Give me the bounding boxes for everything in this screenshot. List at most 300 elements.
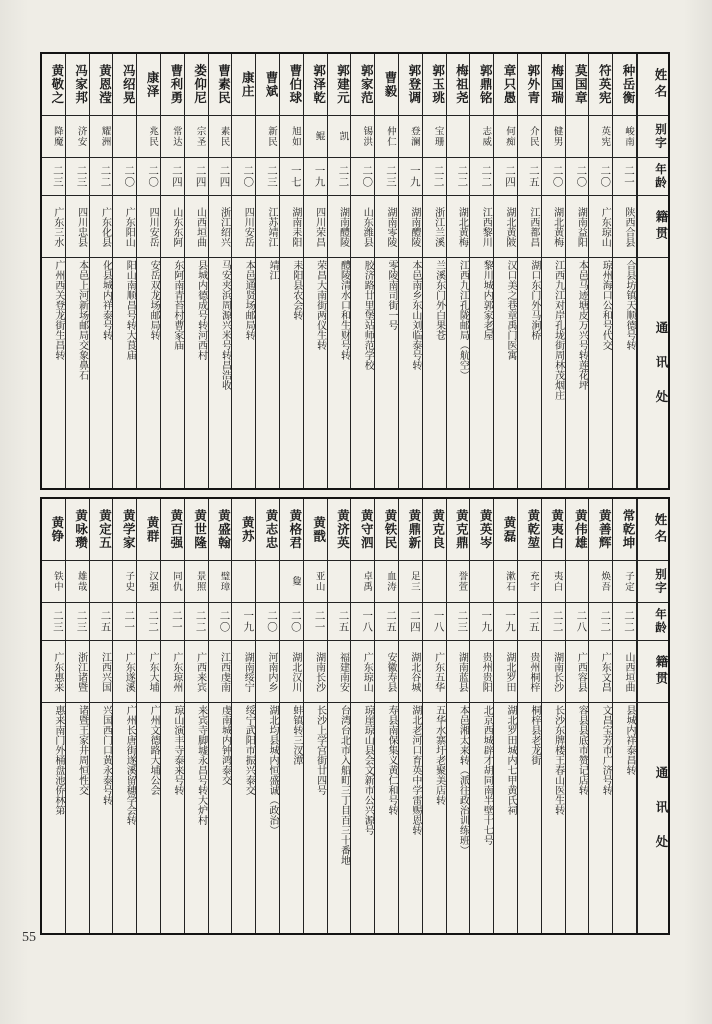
entry-name: 章只愚 xyxy=(494,54,517,116)
entry-alias: 夷白 xyxy=(542,561,565,603)
entry-native: 广东琼山 xyxy=(351,641,374,703)
entry-name: 黄英岑 xyxy=(470,499,493,561)
entry-alias: 常达 xyxy=(161,116,184,158)
entry-name: 冯绍晃 xyxy=(113,54,136,116)
entry-native: 湖南长沙 xyxy=(542,641,565,703)
entry-contact: 醴陵清水口和生财号转 xyxy=(338,260,350,360)
entry-native: 山西垣曲 xyxy=(613,641,636,703)
entry-alias: 济安 xyxy=(66,116,89,158)
entry-native: 山东潍县 xyxy=(351,196,374,258)
entry-age: 二〇 xyxy=(137,158,160,196)
entry-age: 一七 xyxy=(280,158,303,196)
entry-contact: 本邑通贤场邮局转 xyxy=(243,260,255,340)
entry-age: 一九 xyxy=(470,603,493,641)
directory-entry-column xyxy=(42,499,66,933)
entry-contact: 合县坊镇天顺德号转 xyxy=(624,260,635,350)
entry-age: 二五 xyxy=(328,603,351,641)
entry-age: 二一 xyxy=(613,158,636,196)
entry-age: 二三 xyxy=(256,158,279,196)
entry-age: 二二 xyxy=(542,603,565,641)
entry-contact: 北京西城辟才胡同南半壁十七号 xyxy=(481,705,493,845)
entry-native: 四川荣昌 xyxy=(304,196,327,258)
directory-entry-column xyxy=(470,499,494,933)
directory-entry-column xyxy=(375,499,399,933)
header-age-label: 年龄 xyxy=(638,603,668,641)
directory-entry-column xyxy=(209,499,233,933)
entry-contact: 阳山南顺昌号转大茛庙 xyxy=(124,260,136,360)
entry-name: 黄盛翰 xyxy=(209,499,232,561)
header-alias-label: 别字 xyxy=(638,561,668,603)
entry-age: 一八 xyxy=(351,603,374,641)
entry-contact: 琼崖琼山县会文新市公兴源号 xyxy=(362,705,374,835)
entry-name: 符英宪 xyxy=(589,54,612,116)
entry-alias xyxy=(470,561,493,603)
entry-alias: 仲仁 xyxy=(375,116,398,158)
entry-age: 二四 xyxy=(185,158,208,196)
entry-age: 二二 xyxy=(185,603,208,641)
entry-contact: 马安夹浜周源兴米号转昌浩收 xyxy=(219,260,231,390)
entry-age: 二一 xyxy=(304,603,327,641)
entry-contact: 蚌镇转三汊潭 xyxy=(290,705,302,765)
directory-entry-column xyxy=(589,499,613,933)
entry-age: 二二 xyxy=(90,158,113,196)
entry-age: 二〇 xyxy=(589,158,612,196)
directory-entry-column xyxy=(113,499,137,933)
entry-name: 黄克鼎 xyxy=(447,499,470,561)
entry-name: 康庄 xyxy=(232,54,255,116)
entry-native: 湖北汉川 xyxy=(280,641,303,703)
directory-entry-column xyxy=(232,54,256,488)
entry-native: 浙江兰溪 xyxy=(423,196,446,258)
entry-name: 黄敬之 xyxy=(42,54,65,116)
entry-age: 二二 xyxy=(589,603,612,641)
entry-name: 黄鼎新 xyxy=(399,499,422,561)
entry-name: 黄乾堃 xyxy=(518,499,541,561)
entry-age: 二一 xyxy=(113,603,136,641)
directory-entry-column xyxy=(423,54,447,488)
directory-entry-column xyxy=(494,54,518,488)
entry-age: 一九 xyxy=(494,603,517,641)
entry-name: 梅国瑞 xyxy=(542,54,565,116)
directory-entry-column xyxy=(328,54,352,488)
entry-age: 二五 xyxy=(518,158,541,196)
directory-entry-column xyxy=(447,499,471,933)
entry-contact: 湖北均县城内恒盛诚（政治） xyxy=(267,705,279,835)
entry-name: 冯家邦 xyxy=(66,54,89,116)
entry-contact: 长沙东牌楼王春山医生转 xyxy=(552,705,564,815)
entry-alias: 新民 xyxy=(256,116,279,158)
entry-name: 娄仰尼 xyxy=(185,54,208,116)
entry-age: 二三 xyxy=(66,603,89,641)
entry-name: 黄磊 xyxy=(494,499,517,561)
entry-native: 湖南益阳 xyxy=(566,196,589,258)
directory-entry-column xyxy=(494,499,518,933)
entry-alias: 峻南 xyxy=(613,116,636,158)
entry-age: 一九 xyxy=(399,158,422,196)
entry-native: 山西垣曲 xyxy=(185,196,208,258)
entry-contact: 绥宁武阳市振兴泰交 xyxy=(243,705,255,795)
entry-age: 二二 xyxy=(423,158,446,196)
entry-name: 郭泽乾 xyxy=(304,54,327,116)
entry-native: 福建南安 xyxy=(328,641,351,703)
directory-entry-column xyxy=(185,54,209,488)
directory-entry-column xyxy=(161,54,185,488)
entry-contact: 湖口东门外马涧桥 xyxy=(528,260,540,340)
entry-name: 梅祖尧 xyxy=(447,54,470,116)
entry-contact: 兴国西门口黄永泰号转 xyxy=(100,705,112,805)
directory-entry-column xyxy=(518,499,542,933)
entry-contact: 江西九江孔陇邮局（航空） xyxy=(457,260,469,380)
header-native-label: 籍贯 xyxy=(638,196,668,258)
entry-age: 二二 xyxy=(613,603,636,641)
entry-age: 二〇 xyxy=(351,158,374,196)
entry-age: 二五 xyxy=(90,603,113,641)
entry-age: 二二 xyxy=(137,603,160,641)
entry-name: 黄格君 xyxy=(280,499,303,561)
directory-entry-column xyxy=(137,54,161,488)
directory-entry-column xyxy=(185,499,209,933)
entry-native: 湖南蓝县 xyxy=(447,641,470,703)
entry-contact: 兰溪东门外白果苍 xyxy=(433,260,445,340)
entry-age: 一八 xyxy=(423,603,446,641)
entry-name: 郭外青 xyxy=(518,54,541,116)
entry-alias: 同仇 xyxy=(161,561,184,603)
directory-entry-column xyxy=(137,499,161,933)
entry-name: 种岳衡 xyxy=(613,54,636,116)
entry-contact: 化县城内祥泰号转 xyxy=(100,260,112,340)
entry-native: 湖北罗田 xyxy=(494,641,517,703)
entry-name: 曹素民 xyxy=(209,54,232,116)
entry-contact: 寿县南保集义黄仁和号转 xyxy=(386,705,398,815)
entry-age: 二三 xyxy=(375,158,398,196)
entry-age: 二〇 xyxy=(280,603,303,641)
entry-name: 常乾坤 xyxy=(613,499,636,561)
entry-age: 一九 xyxy=(232,603,255,641)
entry-contact: 县城内德成号转河西村 xyxy=(195,260,207,360)
entry-contact: 来宾寺脚墟永昌号转大炉村 xyxy=(195,705,207,825)
entry-name: 黄世隆 xyxy=(185,499,208,561)
entry-contact: 东阿南青苔村曹家庙 xyxy=(171,260,183,350)
entry-name: 曹伯球 xyxy=(280,54,303,116)
header-native-label: 籍贯 xyxy=(638,641,668,703)
entry-alias: 充宇 xyxy=(518,561,541,603)
entry-contact: 湖北罗田城内七甲黄氏祠 xyxy=(505,705,517,815)
entry-name: 曹利勇 xyxy=(161,54,184,116)
directory-table-lower xyxy=(40,497,670,935)
entry-native: 广东五华 xyxy=(423,641,446,703)
entry-native: 广东化县 xyxy=(90,196,113,258)
entry-name: 黄群 xyxy=(137,499,160,561)
entry-alias: 足三 xyxy=(399,561,422,603)
directory-entry-column xyxy=(613,54,637,488)
entry-age: 二五 xyxy=(518,603,541,641)
entry-native: 广东三水 xyxy=(42,196,65,258)
entry-contact: 琼山演丰寺泰来号转 xyxy=(171,705,183,795)
directory-entry-column xyxy=(113,54,137,488)
entry-name: 黄咏瓒 xyxy=(66,499,89,561)
header-name-label: 姓名 xyxy=(638,499,668,561)
entry-name: 黄济英 xyxy=(328,499,351,561)
directory-entry-column xyxy=(399,54,423,488)
directory-entry-column xyxy=(470,54,494,488)
directory-entry-column xyxy=(399,499,423,933)
entry-alias xyxy=(328,561,351,603)
entry-native: 江西都昌 xyxy=(518,196,541,258)
entry-contact: 本邑湘太来转（派往政治训练班） xyxy=(457,705,469,855)
directory-entry-column xyxy=(304,499,328,933)
entry-name: 黄学家 xyxy=(113,499,136,561)
table-header-column xyxy=(637,54,668,488)
entry-alias xyxy=(566,116,589,158)
entry-native: 湖北黄梅 xyxy=(542,196,565,258)
entry-alias: 誉萱 xyxy=(447,561,470,603)
entry-name: 郭鼎铭 xyxy=(470,54,493,116)
entry-age: 二四 xyxy=(494,158,517,196)
entry-alias: 凯 xyxy=(328,116,351,158)
entry-native: 浙江绍兴 xyxy=(209,196,232,258)
header-name-label: 姓名 xyxy=(638,54,668,116)
entry-name: 黄戬 xyxy=(304,499,327,561)
entry-alias: 兆民 xyxy=(137,116,160,158)
page-number: 55 xyxy=(22,930,36,945)
entry-age: 二〇 xyxy=(566,158,589,196)
directory-entry-column xyxy=(280,499,304,933)
entry-native: 广西容县 xyxy=(566,641,589,703)
directory-entry-column xyxy=(566,54,590,488)
entry-native: 贵州贵阳 xyxy=(470,641,493,703)
entry-name: 郭家范 xyxy=(351,54,374,116)
entry-alias xyxy=(256,561,279,603)
entry-native: 湖南零陵 xyxy=(375,196,398,258)
directory-entry-column xyxy=(161,499,185,933)
entry-contact: 零陵南司街一号 xyxy=(386,260,398,330)
directory-entry-column xyxy=(542,54,566,488)
entry-contact: 桐梓县老龙街 xyxy=(528,705,540,765)
entry-alias: 鲲 xyxy=(304,116,327,158)
entry-native: 广东大埔 xyxy=(137,641,160,703)
entry-name: 黄克良 xyxy=(423,499,446,561)
entry-contact: 虔南城内钟鸿泰交 xyxy=(219,705,231,785)
entry-age: 二三 xyxy=(66,158,89,196)
entry-alias: 卓禹 xyxy=(351,561,374,603)
entry-name: 黄百强 xyxy=(161,499,184,561)
directory-entry-column xyxy=(232,499,256,933)
directory-entry-column xyxy=(256,54,280,488)
directory-entry-column xyxy=(542,499,566,933)
entry-native: 江西黎川 xyxy=(470,196,493,258)
entry-alias xyxy=(113,116,136,158)
entry-alias: 景照 xyxy=(185,561,208,603)
entry-native: 广东遂溪 xyxy=(113,641,136,703)
directory-entry-column xyxy=(66,54,90,488)
entry-name: 黄伟雄 xyxy=(566,499,589,561)
entry-contact: 广州长唐街遂溪留穗学会转 xyxy=(124,705,136,825)
entry-contact: 诸暨王家井周恒性交 xyxy=(76,705,88,795)
table-header-column xyxy=(637,499,668,933)
entry-age: 二二 xyxy=(328,158,351,196)
entry-native: 广东琼山 xyxy=(589,196,612,258)
entry-native: 四川忠县 xyxy=(66,196,89,258)
entry-name: 黄守泗 xyxy=(351,499,374,561)
directory-entry-column xyxy=(518,54,542,488)
directory-entry-column xyxy=(613,499,637,933)
entry-age: 二〇 xyxy=(542,158,565,196)
entry-native: 安徽寿县 xyxy=(375,641,398,703)
entry-contact: 广州文德路大埔公会 xyxy=(148,705,160,795)
entry-alias: 志威 xyxy=(470,116,493,158)
directory-entry-column xyxy=(42,54,66,488)
directory-entry-column xyxy=(351,499,375,933)
entry-age: 二〇 xyxy=(209,603,232,641)
entry-contact: 琼州海口公和号代交 xyxy=(600,260,612,350)
entry-age: 一九 xyxy=(304,158,327,196)
entry-contact: 黎川城内郭家老屋 xyxy=(481,260,493,340)
entry-age: 二〇 xyxy=(113,158,136,196)
entry-age: 二二 xyxy=(470,158,493,196)
entry-alias xyxy=(423,561,446,603)
directory-table-upper xyxy=(40,52,670,490)
entry-alias: 铁中 xyxy=(42,561,65,603)
entry-name: 郭建元 xyxy=(328,54,351,116)
entry-age: 二二 xyxy=(447,158,470,196)
entry-alias: 漱石 xyxy=(494,561,517,603)
directory-entry-column xyxy=(256,499,280,933)
entry-age: 二五 xyxy=(375,603,398,641)
entry-alias xyxy=(447,116,470,158)
entry-age: 二三 xyxy=(42,158,65,196)
entry-native: 浙江诸暨 xyxy=(66,641,89,703)
entry-name: 郭登调 xyxy=(399,54,422,116)
entry-name: 黄夷白 xyxy=(542,499,565,561)
entry-native: 陕西合县 xyxy=(613,196,636,258)
entry-alias xyxy=(232,116,255,158)
entry-alias: 健男 xyxy=(542,116,565,158)
entry-alias xyxy=(90,561,113,603)
entry-name: 黄定五 xyxy=(90,499,113,561)
entry-name: 黄铮 xyxy=(42,499,65,561)
entry-contact: 安岳双龙场邮局转 xyxy=(148,260,160,340)
entry-age: 二八 xyxy=(566,603,589,641)
entry-name: 郭玉珧 xyxy=(423,54,446,116)
header-contact-label: 通讯处 xyxy=(654,766,668,870)
entry-alias: 焕吾 xyxy=(589,561,612,603)
entry-native: 江西虔南 xyxy=(209,641,232,703)
entry-contact: 广州西关登龙街生昌转 xyxy=(52,260,64,360)
entry-contact: 长沙上学宫街廿四号 xyxy=(314,705,326,795)
entry-contact: 靖江 xyxy=(267,260,279,280)
directory-entry-column xyxy=(447,54,471,488)
entry-age: 二〇 xyxy=(232,158,255,196)
entry-contact: 文昌宝芳市广济号转 xyxy=(600,705,612,795)
entry-alias: 锡洪 xyxy=(351,116,374,158)
entry-alias: 何痴 xyxy=(494,116,517,158)
entry-alias: 耀洲 xyxy=(90,116,113,158)
entry-contact: 江西九江对岸孔垅街周林茂烟庄 xyxy=(552,260,564,400)
entry-name: 康泽 xyxy=(137,54,160,116)
entry-alias: 英宪 xyxy=(589,116,612,158)
entry-native: 湖北黄陂 xyxy=(494,196,517,258)
entry-contact: 荣昌大南街两仪生转 xyxy=(314,260,326,350)
entry-alias: 子定 xyxy=(613,561,636,603)
entry-native: 贵州桐梓 xyxy=(518,641,541,703)
entry-contact: 本邑上河新场邮局交象鼻石 xyxy=(76,260,88,380)
entry-contact: 本邑马迹塘皮万兴号转莲花坪 xyxy=(576,260,588,390)
entry-native: 河南内乡 xyxy=(256,641,279,703)
entry-alias: 旭如 xyxy=(280,116,303,158)
entry-alias: 降魔 xyxy=(42,116,65,158)
entry-age: 二〇 xyxy=(256,603,279,641)
entry-name: 黄善辉 xyxy=(589,499,612,561)
entry-contact: 湖北老河口育英中学雷赐恩转 xyxy=(409,705,421,835)
entry-alias: 璧璋 xyxy=(209,561,232,603)
entry-contact: 县城内祥泰昌转 xyxy=(624,705,635,775)
entry-native: 江西兴国 xyxy=(90,641,113,703)
entry-age: 二三 xyxy=(42,603,65,641)
entry-contact: 汉口美之巷章禹门医寓 xyxy=(505,260,517,360)
entry-native: 江苏靖江 xyxy=(256,196,279,258)
directory-entry-column xyxy=(209,54,233,488)
entry-age: 二三 xyxy=(447,603,470,641)
entry-native: 四川安岳 xyxy=(137,196,160,258)
entry-alias xyxy=(566,561,589,603)
entry-native: 广东惠来 xyxy=(42,641,65,703)
directory-entry-column xyxy=(90,499,114,933)
entry-native: 湖南醴陵 xyxy=(328,196,351,258)
entry-name: 莫国章 xyxy=(566,54,589,116)
entry-alias: 血涛 xyxy=(375,561,398,603)
entry-native: 湖南绥宁 xyxy=(232,641,255,703)
directory-entry-column xyxy=(90,54,114,488)
entry-alias: 子史 xyxy=(113,561,136,603)
entry-contact: 耒阳县农会转 xyxy=(290,260,302,320)
entry-native: 广东文昌 xyxy=(589,641,612,703)
entry-name: 曹斌 xyxy=(256,54,279,116)
directory-entry-column xyxy=(351,54,375,488)
entry-contact: 容县县底市赞记店转 xyxy=(576,705,588,795)
entry-name: 黄志忠 xyxy=(256,499,279,561)
entry-name: 曹毅 xyxy=(375,54,398,116)
entry-native: 湖南长沙 xyxy=(304,641,327,703)
entry-alias: 雄哉 xyxy=(66,561,89,603)
header-contact-label: 通讯处 xyxy=(654,321,668,425)
header-age-label: 年龄 xyxy=(638,158,668,196)
entry-native: 广西来宾 xyxy=(185,641,208,703)
entry-alias: 汉强 xyxy=(137,561,160,603)
entry-contact: 胶济路廿里堡站师范学校 xyxy=(362,260,374,370)
entry-name: 黄铁民 xyxy=(375,499,398,561)
entry-native: 湖南耒阳 xyxy=(280,196,303,258)
entry-contact: 惠来南门外桶盘池侨林第 xyxy=(52,705,64,815)
entry-contact: 五华水寨圩老聚美店转 xyxy=(433,705,445,805)
directory-entry-column xyxy=(280,54,304,488)
entry-native: 湖南醴陵 xyxy=(399,196,422,258)
entry-age: 二四 xyxy=(161,158,184,196)
directory-entry-column xyxy=(66,499,90,933)
entry-age: 二四 xyxy=(399,603,422,641)
entry-native: 四川安岳 xyxy=(232,196,255,258)
entry-alias: 宝珊 xyxy=(423,116,446,158)
directory-entry-column xyxy=(304,54,328,488)
directory-entry-column xyxy=(375,54,399,488)
directory-entry-column xyxy=(589,54,613,488)
entry-alias: 素民 xyxy=(209,116,232,158)
entry-age: 二一 xyxy=(161,603,184,641)
entry-alias: 亚山 xyxy=(304,561,327,603)
entry-alias: 登澜 xyxy=(399,116,422,158)
entry-native: 广东琼州 xyxy=(161,641,184,703)
entry-name: 黄苏 xyxy=(232,499,255,561)
entry-native: 广东阳山 xyxy=(113,196,136,258)
